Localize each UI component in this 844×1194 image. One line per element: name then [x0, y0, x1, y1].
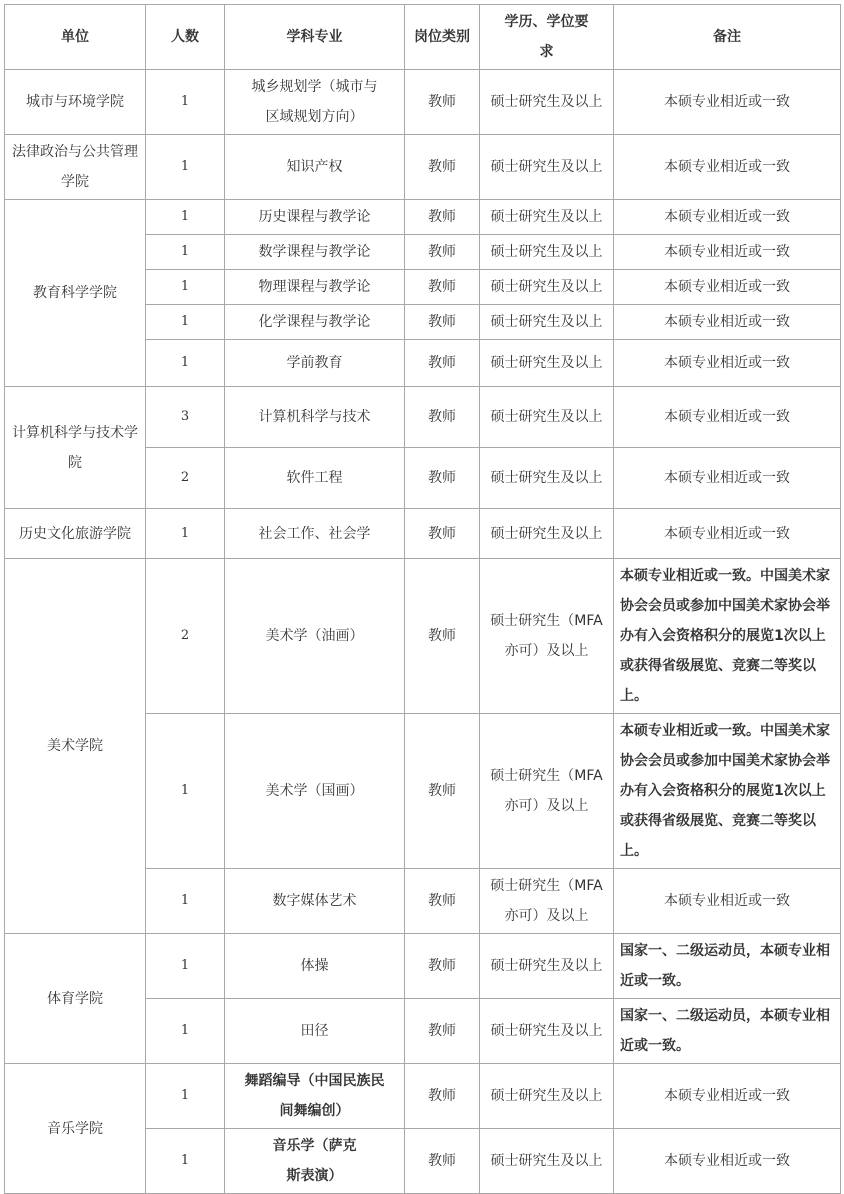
- cell-major: 计算机科学与技术: [225, 387, 405, 448]
- cell-major: 软件工程: [225, 448, 405, 509]
- cell-unit: 音乐学院: [5, 1064, 146, 1194]
- cell-note: 本硕专业相近或一致: [614, 70, 841, 135]
- cell-note: 国家一、二级运动员，本硕专业相近或一致。: [614, 934, 841, 999]
- cell-count: 1: [146, 270, 225, 305]
- cell-education: 硕士研究生及以上: [480, 934, 614, 999]
- cell-major: 社会工作、社会学: [225, 509, 405, 559]
- cell-post-type: 教师: [405, 999, 480, 1064]
- cell-education: 硕士研究生及以上: [480, 1064, 614, 1129]
- cell-post-type: 教师: [405, 200, 480, 235]
- cell-education: 硕士研究生（MFA亦可）及以上: [480, 714, 614, 869]
- cell-unit: 美术学院: [5, 559, 146, 934]
- header-education: 学历、学位要求: [480, 5, 614, 70]
- cell-major: 数字媒体艺术: [225, 869, 405, 934]
- header-major: 学科专业: [225, 5, 405, 70]
- table-row: [5, 387, 841, 448]
- cell-post-type: 教师: [405, 448, 480, 509]
- cell-education: 硕士研究生及以上: [480, 270, 614, 305]
- cell-unit: 城市与环境学院: [5, 70, 146, 135]
- cell-post-type: 教师: [405, 270, 480, 305]
- cell-count: 1: [146, 999, 225, 1064]
- cell-count: 1: [146, 305, 225, 340]
- cell-major: 美术学（油画）: [225, 559, 405, 714]
- cell-note: 本硕专业相近或一致: [614, 509, 841, 559]
- table-row: [5, 135, 841, 200]
- table-row: [5, 509, 841, 559]
- cell-major: 知识产权: [225, 135, 405, 200]
- cell-education: 硕士研究生（MFA亦可）及以上: [480, 869, 614, 934]
- cell-note: 本硕专业相近或一致: [614, 135, 841, 200]
- cell-count: 2: [146, 448, 225, 509]
- cell-count: 1: [146, 934, 225, 999]
- cell-post-type: 教师: [405, 509, 480, 559]
- cell-post-type: 教师: [405, 559, 480, 714]
- cell-note: 本硕专业相近或一致: [614, 270, 841, 305]
- cell-note: 本硕专业相近或一致: [614, 1064, 841, 1129]
- cell-unit: 计算机科学与技术学院: [5, 387, 146, 509]
- cell-major: 城乡规划学（城市与区域规划方向）: [225, 70, 405, 135]
- header-unit: 单位: [5, 5, 146, 70]
- cell-post-type: 教师: [405, 869, 480, 934]
- table-row: [5, 934, 841, 999]
- cell-count: 1: [146, 1064, 225, 1129]
- cell-education: 硕士研究生及以上: [480, 448, 614, 509]
- table-row: [5, 70, 841, 135]
- recruitment-table: [4, 4, 841, 1194]
- cell-major: 美术学（国画）: [225, 714, 405, 869]
- cell-note: 本硕专业相近或一致: [614, 869, 841, 934]
- table-row: [5, 1064, 841, 1129]
- cell-post-type: 教师: [405, 1129, 480, 1194]
- cell-major: 田径: [225, 999, 405, 1064]
- cell-count: 1: [146, 200, 225, 235]
- cell-post-type: 教师: [405, 714, 480, 869]
- cell-education: 硕士研究生及以上: [480, 387, 614, 448]
- cell-major: 历史课程与教学论: [225, 200, 405, 235]
- cell-unit: 历史文化旅游学院: [5, 509, 146, 559]
- cell-post-type: 教师: [405, 235, 480, 270]
- cell-note: 本硕专业相近或一致: [614, 448, 841, 509]
- cell-post-type: 教师: [405, 70, 480, 135]
- cell-note: 本硕专业相近或一致: [614, 305, 841, 340]
- cell-count: 1: [146, 869, 225, 934]
- cell-major: 学前教育: [225, 340, 405, 387]
- header-note: 备注: [614, 5, 841, 70]
- cell-count: 1: [146, 509, 225, 559]
- cell-note: 本硕专业相近或一致: [614, 200, 841, 235]
- cell-education: 硕士研究生及以上: [480, 1129, 614, 1194]
- cell-major: 数学课程与教学论: [225, 235, 405, 270]
- cell-education: 硕士研究生及以上: [480, 135, 614, 200]
- table-row: [5, 200, 841, 235]
- cell-education: 硕士研究生及以上: [480, 340, 614, 387]
- cell-education: 硕士研究生及以上: [480, 509, 614, 559]
- cell-note: 本硕专业相近或一致。中国美术家协会会员或参加中国美术家协会举办有入会资格积分的展览1次以上或获得省级展览、竞赛二等奖以上。: [614, 559, 841, 714]
- header-post-type: 岗位类别: [405, 5, 480, 70]
- cell-post-type: 教师: [405, 934, 480, 999]
- table-header-row: [5, 5, 841, 70]
- cell-count: 1: [146, 135, 225, 200]
- cell-major: 体操: [225, 934, 405, 999]
- cell-major: 舞蹈编导（中国民族民间舞编创）: [225, 1064, 405, 1129]
- table-row: [5, 559, 841, 714]
- cell-count: 1: [146, 340, 225, 387]
- cell-major: 音乐学（萨克斯表演）: [225, 1129, 405, 1194]
- cell-post-type: 教师: [405, 340, 480, 387]
- cell-education: 硕士研究生及以上: [480, 235, 614, 270]
- header-count: 人数: [146, 5, 225, 70]
- cell-unit: 法律政治与公共管理学院: [5, 135, 146, 200]
- cell-education: 硕士研究生及以上: [480, 200, 614, 235]
- cell-count: 1: [146, 70, 225, 135]
- cell-unit: 教育科学学院: [5, 200, 146, 387]
- cell-education: 硕士研究生及以上: [480, 305, 614, 340]
- cell-education: 硕士研究生及以上: [480, 999, 614, 1064]
- cell-note: 本硕专业相近或一致: [614, 387, 841, 448]
- cell-count: 1: [146, 235, 225, 270]
- cell-note: 本硕专业相近或一致: [614, 340, 841, 387]
- cell-education: 硕士研究生及以上: [480, 70, 614, 135]
- cell-count: 2: [146, 559, 225, 714]
- cell-note: 国家一、二级运动员，本硕专业相近或一致。: [614, 999, 841, 1064]
- cell-post-type: 教师: [405, 387, 480, 448]
- cell-count: 1: [146, 1129, 225, 1194]
- cell-count: 3: [146, 387, 225, 448]
- cell-post-type: 教师: [405, 305, 480, 340]
- cell-note: 本硕专业相近或一致: [614, 1129, 841, 1194]
- cell-major: 物理课程与教学论: [225, 270, 405, 305]
- cell-post-type: 教师: [405, 135, 480, 200]
- cell-major: 化学课程与教学论: [225, 305, 405, 340]
- cell-education: 硕士研究生（MFA亦可）及以上: [480, 559, 614, 714]
- cell-count: 1: [146, 714, 225, 869]
- cell-post-type: 教师: [405, 1064, 480, 1129]
- cell-note: 本硕专业相近或一致。中国美术家协会会员或参加中国美术家协会举办有入会资格积分的展览1次以上或获得省级展览、竞赛二等奖以上。: [614, 714, 841, 869]
- cell-unit: 体育学院: [5, 934, 146, 1064]
- cell-note: 本硕专业相近或一致: [614, 235, 841, 270]
